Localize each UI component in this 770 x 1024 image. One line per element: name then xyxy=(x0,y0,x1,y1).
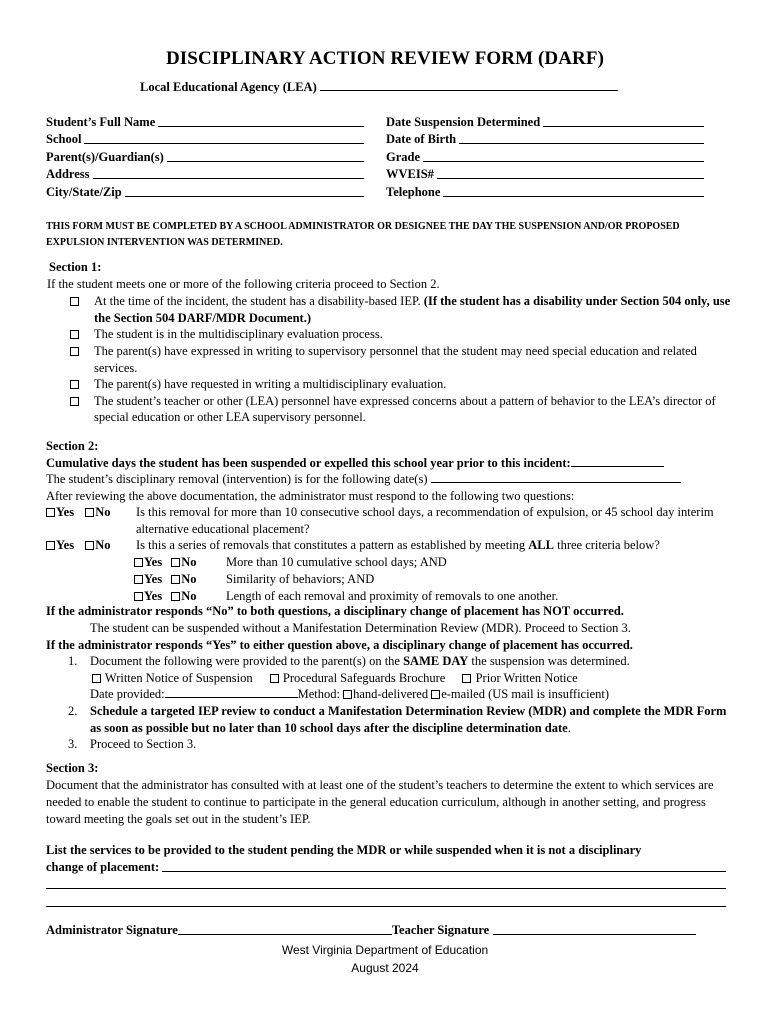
lea-label: Local Educational Agency (LEA) xyxy=(140,80,317,94)
city-state-zip-field[interactable] xyxy=(46,182,364,200)
checkbox[interactable] xyxy=(70,347,79,356)
removal-dates-field[interactable]: The student’s disciplinary removal (intervention) is for the following date(s) xyxy=(46,471,736,488)
field-label: City/State/Zip xyxy=(46,184,122,199)
checkbox-no[interactable] xyxy=(171,558,180,567)
student-info-right xyxy=(386,112,704,200)
question-1: Yes No Is this removal for more than 10 consecutive school days, a recommendation of expulsion, or 45 school day interim alternative educational placement? xyxy=(46,504,736,537)
checkbox-emailed[interactable] xyxy=(431,690,440,699)
checkbox[interactable] xyxy=(70,297,79,306)
services-line-3[interactable] xyxy=(46,906,726,907)
pattern-criteria: Yes No Yes No Yes No More than 10 cumulative school days; AND Similarity of behaviors; AND Length of each removal and proximity of removals to one another. xyxy=(46,554,736,603)
parent-guardian-field[interactable] xyxy=(46,147,364,165)
date-of-birth-field[interactable] xyxy=(386,130,704,148)
footer-department: West Virginia Department of Education xyxy=(281,943,489,957)
signature-row xyxy=(46,923,726,938)
after-review-text: After reviewing the above documentation, the administrator must respond to the following two questions: xyxy=(46,488,575,503)
wveis-field[interactable] xyxy=(386,165,704,183)
admin-signature-line[interactable] xyxy=(178,933,392,935)
student-name-field[interactable] xyxy=(46,112,364,130)
date-provided-input[interactable] xyxy=(165,686,298,698)
section-1-intro: If the student meets one or more of the following criteria proceed to Section 2. xyxy=(47,276,440,291)
step-1: 1. Document the following were provided to the parent(s) on the SAME DAY the suspension was determined. xyxy=(68,654,630,669)
notices-provided: Written Notice of Suspension Procedural Safeguards Brochure Prior Written Notice xyxy=(46,670,736,687)
if-no-statement: If the administrator responds “No” to both questions, a disciplinary change of placement has NOT occurred. xyxy=(46,604,624,619)
field-label: Date Suspension Determined xyxy=(386,114,541,129)
criteria-item-evaluation: The student is in the multidisciplinary evaluation process. xyxy=(47,326,737,343)
teacher-signature-label: Teacher Signature xyxy=(391,923,490,937)
section-1-heading: Section 1: xyxy=(49,260,102,274)
cumulative-days-field[interactable]: Cumulative days the student has been suspended or expelled this school year prior to this incident: xyxy=(46,455,736,472)
if-no-substatement: The student can be suspended without a Manifestation Determination Review (MDR). Proceed to Section 3. xyxy=(90,620,631,635)
field-label: School xyxy=(46,132,82,147)
services-prompt: List the services to be provided to the student pending the MDR or while suspended when it is not a disciplinary change of placement: xyxy=(46,842,736,875)
form-title: DISCIPLINARY ACTION REVIEW FORM (DARF) xyxy=(165,48,605,69)
criteria-item-parent-concern: The parent(s) have expressed in writing to supervisory personnel that the student may need special education and related services. xyxy=(47,343,737,376)
field-label: Parent(s)/Guardian(s) xyxy=(46,149,164,164)
services-field[interactable]: change of placement: xyxy=(46,859,736,876)
lea-input-line[interactable] xyxy=(320,79,618,91)
section-3-heading: Section 3: xyxy=(46,761,99,775)
question-1-text: Is this removal for more than 10 consecutive school days, a recommendation of expulsion, or 45 school day interim alternative educational placement? xyxy=(136,505,714,536)
checkbox-yes[interactable] xyxy=(134,592,143,601)
field-label: WVEIS# xyxy=(386,167,434,182)
criterion-length-proximity: Length of each removal and proximity of removals to one another. xyxy=(226,588,559,603)
question-2: Yes No Is this a series of removals that constitutes a pattern as established by meeting ALL three criteria below? xyxy=(46,537,736,554)
step-3: 3. Proceed to Section 3. xyxy=(68,737,197,752)
criterion-similarity: Similarity of behaviors; AND xyxy=(226,571,375,586)
checkbox-safeguards[interactable] xyxy=(270,674,279,683)
section-3-text: Document that the administrator has consulted with at least one of the student’s teachers to determine the extent to which services are needed to enable the student to continue to participate in the general education curriculum, although in another setting, and progress toward meeting the goals set out in the student’s IEP. xyxy=(46,777,714,827)
checkbox-hand-delivered[interactable] xyxy=(343,690,352,699)
student-info-left xyxy=(46,112,364,200)
checkbox-yes[interactable] xyxy=(134,558,143,567)
field-label: Student’s Full Name xyxy=(46,114,156,129)
step-2: 2. Schedule a targeted IEP review to conduct a Manifestation Determination Review (MDR) and complete the MDR Form as soon as possible but no later than 10 school days after the discipline determination date. xyxy=(68,703,727,735)
field-label: Date of Birth xyxy=(386,132,457,147)
field-label: Address xyxy=(46,167,90,182)
checkbox-no[interactable] xyxy=(171,575,180,584)
checkbox-prior-notice[interactable] xyxy=(462,674,471,683)
checkbox-yes[interactable] xyxy=(46,541,55,550)
field-label: Telephone xyxy=(386,184,441,199)
services-line-2[interactable] xyxy=(46,888,726,889)
section-2-heading: Section 2: xyxy=(46,439,99,453)
criteria-item-iep: At the time of the incident, the student has a disability-based IEP. (If the student has a disability under Section 504 only, use the Section 504 DARF/MDR Document.) xyxy=(47,293,737,326)
checkbox[interactable] xyxy=(70,380,79,389)
checkbox-no[interactable] xyxy=(85,508,94,517)
question-2-text: Is this a series of removals that constitutes a pattern as established by meeting ALL three criteria below? xyxy=(136,538,660,553)
checkbox[interactable] xyxy=(70,330,79,339)
if-yes-statement: If the administrator responds “Yes” to either question above, a disciplinary change of placement has occurred. xyxy=(46,637,633,652)
teacher-signature-line[interactable] xyxy=(493,933,696,935)
checkbox-yes[interactable] xyxy=(134,575,143,584)
criteria-item-teacher-concern: The student’s teacher or other (LEA) personnel have expressed concerns about a pattern of behavior to the LEA’s director of special education or other LEA supervisory personnel. xyxy=(47,393,737,426)
checkbox-yes[interactable] xyxy=(46,508,55,517)
telephone-field[interactable] xyxy=(386,182,704,200)
section-3 xyxy=(46,760,726,828)
checkbox-written-notice[interactable] xyxy=(92,674,101,683)
grade-field[interactable] xyxy=(386,147,704,165)
criteria-item-parent-request: The parent(s) have requested in writing a multidisciplinary evaluation. xyxy=(47,376,737,393)
section-2 xyxy=(46,438,736,753)
field-label: Grade xyxy=(386,149,421,164)
date-method-row: Date provided: Method: hand-delivered e-mailed (US mail is insufficient) xyxy=(90,687,610,702)
checkbox-no[interactable] xyxy=(85,541,94,550)
lea-field[interactable] xyxy=(140,79,618,95)
checkbox[interactable] xyxy=(70,397,79,406)
date-suspension-field[interactable] xyxy=(386,112,704,130)
checkbox-no[interactable] xyxy=(171,592,180,601)
criterion-cumulative-days: More than 10 cumulative school days; AND xyxy=(226,555,447,570)
admin-signature-label: Administrator Signature xyxy=(46,923,178,937)
footer-date: August 2024 xyxy=(351,961,419,975)
address-field[interactable] xyxy=(46,165,364,183)
school-field[interactable] xyxy=(46,130,364,148)
completion-notice: THIS FORM MUST BE COMPLETED BY A SCHOOL ADMINISTRATOR OR DESIGNEE THE DAY THE SUSPENSION AND/OR PROPOSED EXPULSION INTERVENTION WAS DETERMINED. xyxy=(46,221,680,248)
section-1 xyxy=(47,259,737,426)
